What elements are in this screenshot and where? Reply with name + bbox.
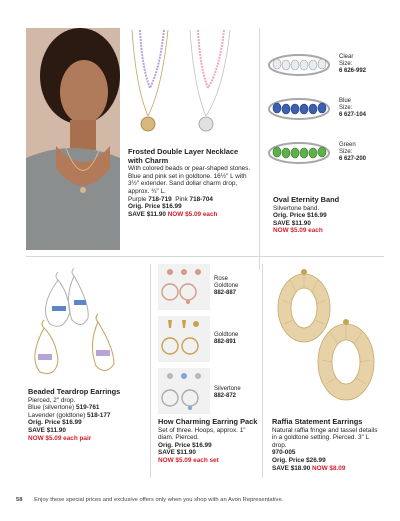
charming-gold-icon: [158, 316, 210, 362]
necklace-variant-0-label: Purple: [128, 195, 147, 203]
page-number: 58: [16, 497, 23, 503]
necklace-save-price: [128, 211, 254, 219]
charming-panel-rose: [158, 264, 210, 310]
divider-top-vertical: [259, 28, 260, 270]
charming-silver-code: 882-872: [214, 393, 237, 400]
ring-blue-code: 6 627-104: [339, 112, 367, 119]
ring-clear-label: [339, 54, 366, 76]
band-description: Silvertone band.: [273, 204, 320, 212]
raffia-now-price: NOW $8.09: [312, 464, 346, 472]
charming-now-price: NOW $5.09 each set: [158, 456, 219, 464]
model-photo: [26, 28, 120, 250]
raffia-save: SAVE $18.90: [272, 464, 311, 472]
necklace-description: With colored beads or pear-shaped stones. Blue and pink set in goldtone. 16½" L with 3½" extender. Sand dollar charm drop, approx. ¾" L.: [128, 165, 251, 195]
teardrop-title: Beaded Teardrop Earrings: [28, 387, 121, 396]
ring-blue-icon: [268, 98, 330, 120]
necklace-block: [128, 148, 254, 218]
teardrop-variant-0-label: Blue (silvertone): [28, 404, 75, 412]
ring-green: [268, 142, 330, 169]
teardrop-illustration: [28, 268, 128, 388]
charming-rose-icon: [158, 264, 210, 310]
ring-blue-label: [339, 98, 366, 120]
raffia-photo: [270, 264, 382, 416]
charming-orig-price: Orig. Price $16.99: [158, 441, 212, 449]
charming-panel-gold: [158, 316, 210, 362]
ring-green-code: 6 627-200: [339, 156, 367, 163]
raffia-title: Raffia Statement Earrings: [272, 417, 363, 426]
teardrop-description: Pierced, 2" drop.: [28, 396, 76, 404]
teardrop-block: [28, 388, 138, 442]
ring-clear-size: Size:: [339, 61, 353, 68]
ring-clear-name: Clear: [339, 54, 354, 60]
charming-gold-label: [214, 332, 238, 346]
raffia-illustration: [270, 264, 382, 416]
ring-green-label: [339, 142, 366, 164]
necklace-title: Frosted Double Layer Necklace with Charm: [128, 147, 239, 165]
necklace-now-price: NOW $5.09 each: [167, 210, 218, 218]
necklace-orig-price: Orig. Price $16.99: [128, 203, 182, 211]
charming-description: Set of three. Hoops, approx. 1" diam. Pierced.: [158, 426, 246, 442]
necklace-variant-0-code: 718-719: [148, 195, 172, 203]
footer: [16, 497, 388, 504]
ring-blue-name: Blue: [339, 98, 352, 104]
band-title: Oval Eternity Band: [273, 195, 340, 204]
footer-note: Enjoy these special prices and exclusive offers only when you shop with an Avon Representative.: [34, 497, 284, 503]
charming-silver-name: Silvertone: [214, 386, 241, 392]
charming-rose-code: 882-887: [214, 290, 237, 297]
charming-gold-code: 882-891: [214, 339, 237, 346]
necklace-photo: [120, 28, 254, 146]
model-illustration: [26, 28, 120, 250]
ring-blue-size: Size:: [339, 105, 353, 112]
necklace-save: SAVE $11.90: [128, 210, 166, 218]
ring-green-icon: [268, 142, 330, 164]
charming-rose-name: Rose Goldtone: [214, 276, 239, 290]
charming-title: How Charming Earring Pack: [158, 417, 258, 426]
charming-block: [158, 418, 258, 465]
ring-green-size: Size:: [339, 149, 353, 156]
raffia-description: Natural raffia fringe and tassel details in a goldtone setting. Pierced. 3" L drop.: [272, 426, 378, 449]
ring-clear-icon: [268, 54, 330, 76]
ring-green-name: Green: [339, 142, 356, 148]
divider-middle: [26, 256, 384, 257]
divider-bottom-2: [262, 264, 263, 478]
teardrop-variant-1: [28, 412, 138, 420]
necklace-variant-1-label: Pink: [175, 195, 188, 203]
necklace-variants: [128, 196, 254, 204]
raffia-code: 970-005: [272, 449, 296, 457]
charming-silver-icon: [158, 368, 210, 414]
necklace-illustration: [120, 28, 254, 146]
charming-save-price: SAVE $11.90: [158, 449, 196, 457]
band-save-price: SAVE $11.90: [273, 219, 311, 227]
teardrop-photo: [28, 268, 128, 388]
ring-clear-code: 6 626-992: [339, 68, 367, 75]
raffia-orig-price: Orig. Price $26.99: [272, 456, 326, 464]
teardrop-orig-price: Orig. Price $16.99: [28, 419, 82, 427]
charming-gold-name: Goldtone: [214, 332, 239, 338]
teardrop-save-price: SAVE $11.90: [28, 426, 66, 434]
ring-blue: [268, 98, 330, 125]
teardrop-variant-1-label: Lavender (goldtone): [28, 411, 86, 419]
teardrop-variant-0: [28, 404, 138, 412]
teardrop-now-price: NOW $5.09 each pair: [28, 434, 92, 442]
band-block: [273, 196, 383, 235]
band-orig-price: Orig. Price $16.99: [273, 212, 327, 220]
teardrop-variant-1-code: 518-177: [86, 411, 111, 419]
charming-rose-label: [214, 276, 240, 298]
raffia-block: [272, 418, 384, 472]
necklace-variant-1-code: 718-704: [189, 195, 213, 203]
charming-panel-silver: [158, 368, 210, 414]
ring-clear: [268, 54, 330, 81]
divider-bottom-1: [150, 264, 151, 478]
raffia-save-price: [272, 465, 384, 473]
charming-silver-label: [214, 386, 241, 400]
teardrop-variant-0-code: 519-761: [75, 404, 100, 412]
band-now-price: NOW $5.09 each: [273, 227, 323, 235]
